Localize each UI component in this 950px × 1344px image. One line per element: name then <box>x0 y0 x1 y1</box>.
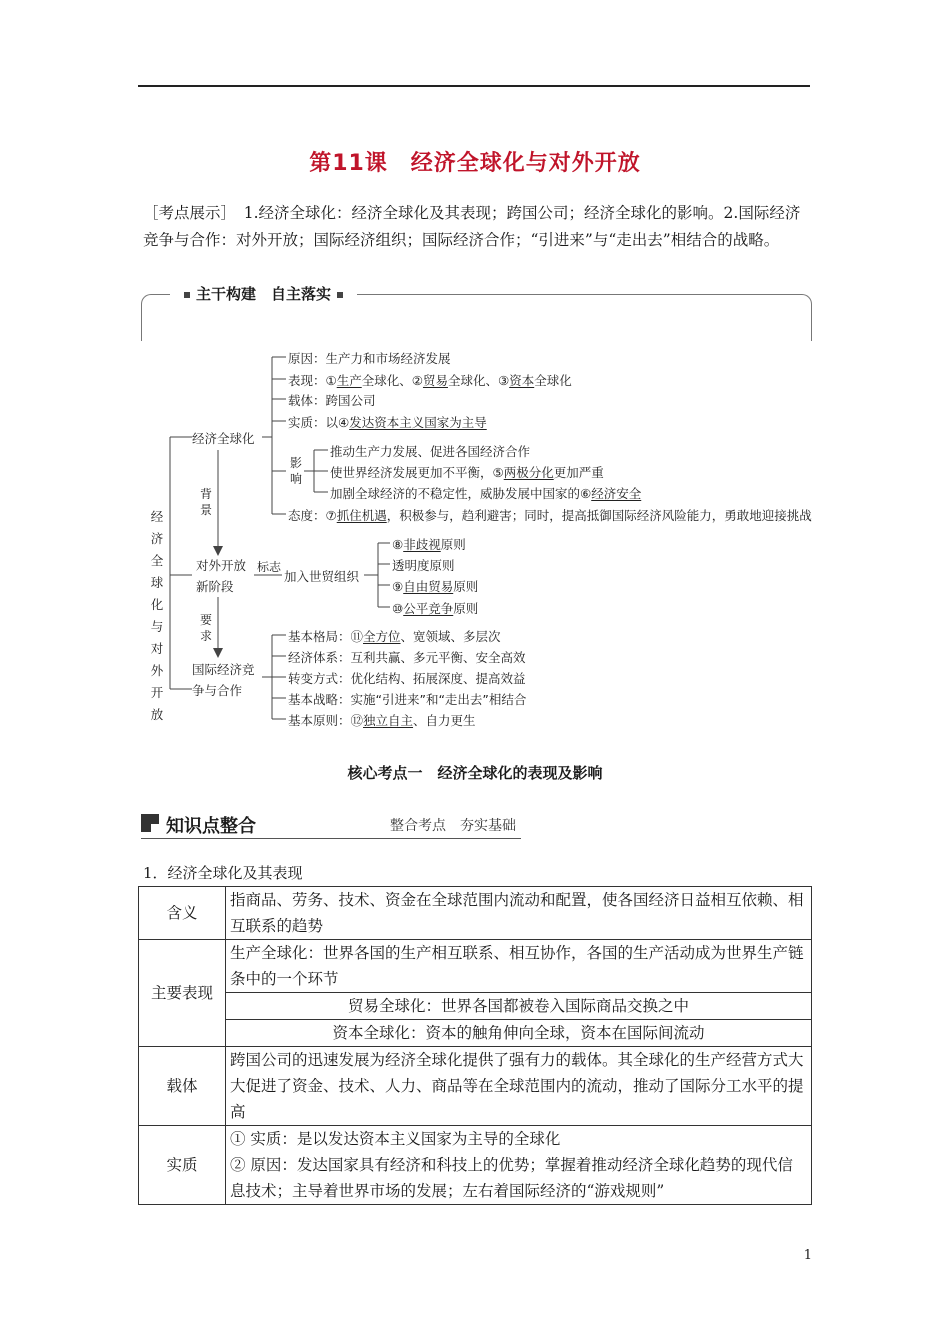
node-reason: 原因：生产力和市场经济发展 <box>288 351 451 366</box>
table-row <box>139 1020 812 1047</box>
subheading: 1．经济全球化及其表现 <box>143 864 303 882</box>
arrow-label-background: 背景 <box>199 487 212 517</box>
knowledge-title: 知识点整合 <box>166 816 256 837</box>
table-cell: 资本全球化：资本的触角伸向全球，资本在国际间流动 <box>226 1020 812 1047</box>
text: ⑨ <box>392 579 404 594</box>
section-label-text: 主干构建 自主落实 <box>196 285 332 303</box>
blank-answer: 非歧视 <box>403 537 441 552</box>
blank-answer: 自由贸易 <box>403 579 454 594</box>
mindmap-root <box>147 506 167 726</box>
blank-answer: 发达资本主义国家为主导 <box>349 415 487 430</box>
table-row <box>139 1047 812 1126</box>
text: 透明度原则 <box>392 558 455 573</box>
text: 基本格局：⑪ <box>288 629 364 644</box>
node-wto-principle <box>392 556 455 574</box>
root-line: 化与 <box>150 597 164 634</box>
text: ⑩ <box>392 601 404 616</box>
blank-answer: 两极分化 <box>503 465 554 480</box>
node-strategy: 基本战略：实施“引进来”和“走出去”相结合 <box>288 692 527 707</box>
table-cell: 生产全球化：世界各国的生产相互联系、相互协作，各国的生产活动成为世界生产链条中的一个环节 <box>226 940 812 993</box>
blank-answer: 经济安全 <box>591 486 642 501</box>
node-globalization: 经济全球化 <box>192 431 255 446</box>
table-row <box>139 993 812 1020</box>
text: 全球化、② <box>361 373 423 388</box>
node-wto: 加入世贸组织 <box>284 569 360 584</box>
exam-points-intro: ［考点展示］ 1.经济全球化：经济全球化及其表现；跨国公司；经济全球化的影响。2.国际经济竞争与合作：对外开放；国际经济组织；国际经济合作；“引进来”与“走出去”相结合的战略。 <box>143 204 801 249</box>
root-line: 经济 <box>150 509 164 546</box>
blank-answer: 资本 <box>509 373 535 388</box>
text: 加剧全球经济的不稳定性，威胁发展中国家的⑥ <box>330 486 592 501</box>
row-header: 载体 <box>139 1047 226 1126</box>
node-wto-principle <box>392 535 466 553</box>
text: 原则 <box>453 601 479 616</box>
node-opening-line2: 新阶段 <box>196 579 234 594</box>
text: 全球化、③ <box>447 373 510 388</box>
root-line: 对外 <box>150 641 164 678</box>
row-header: 主要表现 <box>139 940 226 1047</box>
root-line: 全球 <box>150 553 164 590</box>
essence-point: ① 实质：是以发达资本主义国家为主导的全球化 <box>230 1130 561 1148</box>
node-impact-3 <box>330 484 641 502</box>
text: 更加严重 <box>553 465 604 480</box>
knowledge-subtitle: 整合考点 夯实基础 <box>390 818 516 834</box>
node-attitude <box>288 506 812 524</box>
node-carrier: 载体：跨国公司 <box>288 393 376 408</box>
node-competition-line1: 国际经济竞 <box>192 662 255 677</box>
blank-answer: 生产 <box>336 373 362 388</box>
essence-point: ② 原因：发达国家具有经济和科技上的优势；掌握着推动经济全球化趋势的现代信息技术；主导着世界市场的发展；左右着国际经济的“游戏规则” <box>230 1156 793 1200</box>
node-essence <box>288 413 487 431</box>
table-cell: 指商品、劳务、技术、资金在全球范围内流动和配置，使各国经济日益相互依赖、相互联系的趋势 <box>226 887 812 940</box>
node-transform: 转变方式：优化结构、拓展深度、提高效益 <box>288 671 526 686</box>
blank-answer: 独立自主 <box>363 713 414 728</box>
table-row <box>139 940 812 993</box>
node-principle <box>288 711 476 729</box>
table-cell: 跨国公司的迅速发展为经济全球化提供了强有力的载体。其全球化的生产经营方式大大促进了资金、技术、人力、商品等在全球范围内的流动，推动了国际分工水平的提高 <box>226 1047 812 1126</box>
edge-label-mark: 标志 <box>257 560 282 574</box>
knowledge-icon <box>141 814 159 832</box>
text: 全球化 <box>534 373 572 388</box>
text: 基本原则：⑫ <box>288 713 364 728</box>
table-cell <box>226 1126 812 1205</box>
knowledge-table <box>138 886 812 1205</box>
blank-answer: 贸易 <box>422 373 448 388</box>
knowledge-rule <box>141 838 521 839</box>
node-wto-principle <box>392 577 478 595</box>
blank-answer: 公平竞争 <box>403 601 454 616</box>
node-system: 经济体系：互利共赢、多元平衡、安全高效 <box>288 650 526 665</box>
text: 、自力更生 <box>413 713 476 728</box>
row-header: 实质 <box>139 1126 226 1205</box>
core-heading: 核心考点一 经济全球化的表现及影响 <box>347 764 603 782</box>
node-pattern <box>288 627 501 645</box>
text: 原则 <box>440 537 466 552</box>
text: 表现：① <box>288 373 337 388</box>
blank-answer: 抓住机遇 <box>336 508 387 523</box>
text: 实质：以④ <box>288 415 350 430</box>
text: 使世界经济发展更加不平衡，⑤ <box>330 465 504 480</box>
root-line: 开放 <box>150 685 164 722</box>
page-title: 第11课 经济全球化与对外开放 <box>309 151 641 176</box>
node-opening-line1: 对外开放 <box>196 558 247 573</box>
blank-answer: 全方位 <box>363 629 401 644</box>
text: ，积极参与，趋利避害；同时，提高抵御国际经济风险能力，勇敢地迎接挑战 <box>386 508 812 523</box>
node-performance <box>288 371 572 389</box>
table-row <box>139 887 812 940</box>
node-wto-principle <box>392 599 478 617</box>
arrow-label-requirement: 要求 <box>199 613 212 643</box>
text: 态度：⑦ <box>288 508 337 523</box>
table-cell: 贸易全球化：世界各国都被卷入国际商品交换之中 <box>226 993 812 1020</box>
text: ⑧ <box>392 537 404 552</box>
page-number: 1 <box>803 1248 812 1263</box>
node-impact-1: 推动生产力发展、促进各国经济合作 <box>330 444 531 459</box>
table-row <box>139 1126 812 1205</box>
text: 原则 <box>453 579 479 594</box>
node-impact-label: 影响 <box>289 456 302 486</box>
node-competition-line2: 争与合作 <box>192 683 243 698</box>
text: 、宽领域、多层次 <box>400 629 501 644</box>
node-impact-2 <box>330 463 604 481</box>
row-header: 含义 <box>139 887 226 940</box>
